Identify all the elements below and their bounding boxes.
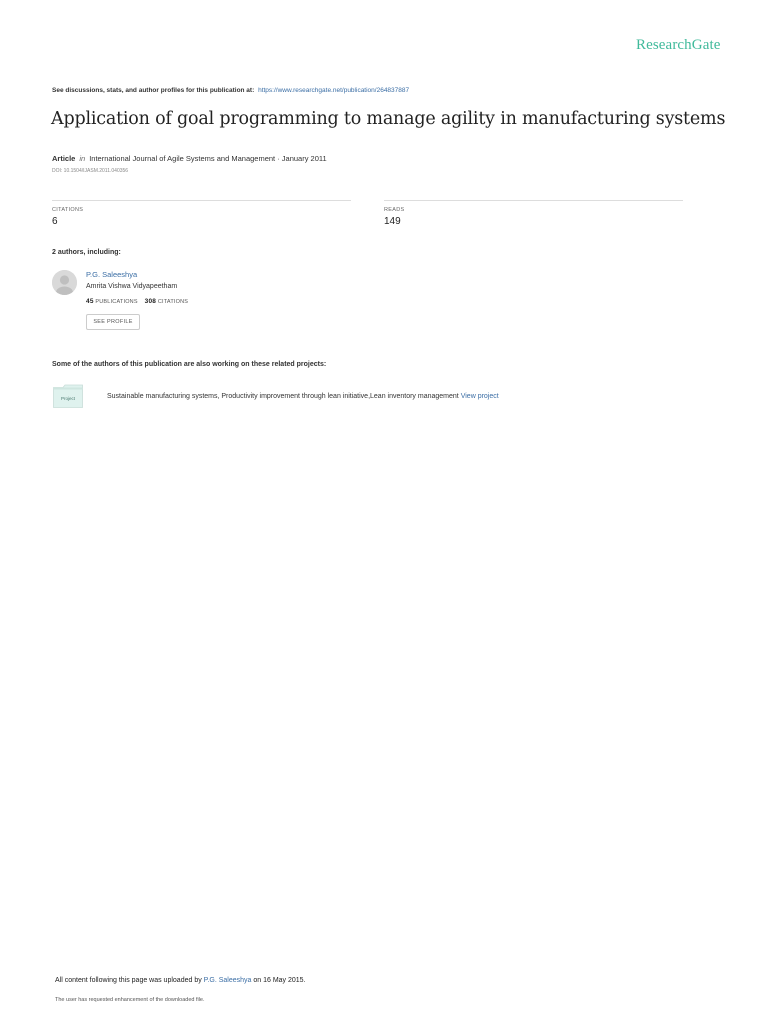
discussions-line bbox=[52, 87, 409, 94]
citations-label: CITATIONS bbox=[52, 207, 84, 213]
author-citations-label: CITATIONS bbox=[157, 299, 189, 305]
publication-in: in bbox=[79, 154, 86, 163]
authors-heading: 2 authors, including: bbox=[52, 249, 121, 256]
author-citations-count: 308 bbox=[144, 298, 157, 305]
enhancement-note: The user has requested enhancement of the downloaded file. bbox=[55, 997, 205, 1003]
uploader-link[interactable]: P.G. Saleeshya bbox=[203, 977, 252, 984]
author-publications-label: PUBLICATIONS bbox=[95, 299, 138, 305]
author-publications-count: 45 bbox=[86, 298, 94, 305]
upload-info bbox=[55, 977, 306, 984]
reads-label: READS bbox=[384, 207, 405, 213]
related-projects-heading: Some of the authors of this publication are also working on these related projects: bbox=[52, 361, 327, 368]
publication-url-link[interactable]: https://www.researchgate.net/publication/264837887 bbox=[258, 87, 410, 94]
see-profile-button[interactable]: SEE PROFILE bbox=[86, 314, 140, 330]
publication-meta bbox=[52, 154, 327, 163]
citations-divider bbox=[52, 200, 351, 201]
citations-count: 6 bbox=[52, 216, 58, 227]
upload-suffix: on 16 May 2015. bbox=[253, 977, 306, 984]
author-institution: Amrita Vishwa Vidyapeetham bbox=[86, 283, 178, 290]
discussions-lead: See discussions, stats, and author profiles for this publication at: bbox=[52, 87, 255, 94]
publication-title: Application of goal programming to manage agility in manufacturing systems bbox=[51, 109, 726, 129]
upload-prefix: All content following this page was uploaded by bbox=[55, 977, 202, 984]
author-name-link[interactable]: P.G. Saleeshya bbox=[86, 270, 138, 279]
default-user-avatar-icon[interactable] bbox=[52, 270, 77, 295]
publication-doi: DOI: 10.1504/IJASM.2011.040356 bbox=[52, 168, 129, 174]
researchgate-logo[interactable]: ResearchGate bbox=[636, 37, 721, 53]
project-description: Sustainable manufacturing systems, Productivity improvement through lean initiative,Lean inventory management bbox=[107, 393, 459, 400]
journal-link[interactable]: International Journal of Agile Systems and Management · January 2011 bbox=[89, 154, 327, 163]
reads-count: 149 bbox=[384, 216, 401, 227]
author-stats bbox=[86, 298, 188, 305]
reads-divider bbox=[384, 200, 683, 201]
related-project-item bbox=[107, 393, 499, 400]
view-project-link[interactable]: View project bbox=[460, 393, 499, 400]
publication-type: Article bbox=[52, 154, 76, 163]
project-icon-label: Project bbox=[60, 396, 75, 401]
